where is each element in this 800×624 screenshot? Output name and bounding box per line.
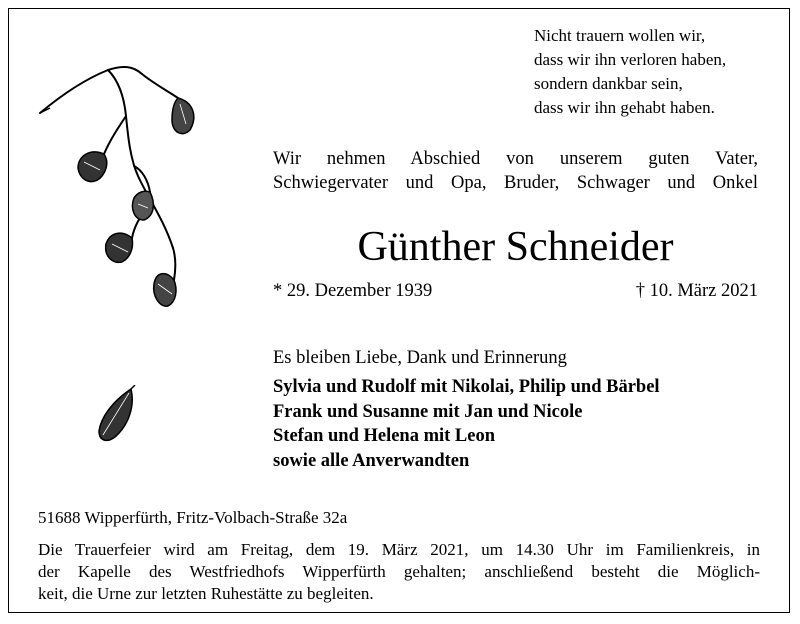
intro-line: Wir nehmen Abschied von unserem guten Vater,	[273, 149, 758, 169]
poem-line: Nicht trauern wollen wir,	[534, 26, 706, 45]
poem-line: dass wir ihn gehabt haben.	[534, 98, 715, 117]
deceased-name: Günther Schneider	[357, 224, 674, 270]
poem	[534, 24, 726, 120]
family-line: Sylvia und Rudolf mit Nikolai, Philip und Bärbel	[273, 377, 660, 397]
service-info	[38, 539, 760, 605]
family-line: sowie alle Anverwandten	[273, 450, 470, 471]
poem-line: sondern dankbar sein,	[534, 74, 683, 93]
intro-line: Schwiegervater und Opa, Bruder, Schwager und Onkel	[273, 173, 758, 193]
address: 51688 Wipperfürth, Fritz-Volbach-Straße 32a	[38, 508, 348, 527]
birch-branch-icon	[38, 58, 198, 328]
service-line: der Kapelle des Westfriedhofs Wipperfürth gehalten; anschließend besteht die Möglich-	[38, 562, 760, 581]
birth-date: * 29. Dezember 1939	[273, 281, 433, 301]
service-line: keit, die Urne zur letzten Ruhestätte zu begleiten.	[38, 584, 374, 603]
family-list	[273, 375, 660, 473]
falling-leaf-icon	[95, 385, 140, 445]
intro-text	[273, 147, 758, 195]
service-line: Die Trauerfeier wird am Freitag, dem 19. März 2021, um 14.30 Uhr im Familienkreis, in	[38, 540, 760, 559]
remembrance-text: Es bleiben Liebe, Dank und Erinnerung	[273, 348, 567, 368]
family-line: Frank und Susanne mit Jan und Nicole	[273, 401, 583, 422]
poem-line: dass wir ihn verloren haben,	[534, 50, 727, 69]
family-line: Stefan und Helena mit Leon	[273, 426, 496, 446]
death-date: † 10. März 2021	[635, 281, 758, 301]
